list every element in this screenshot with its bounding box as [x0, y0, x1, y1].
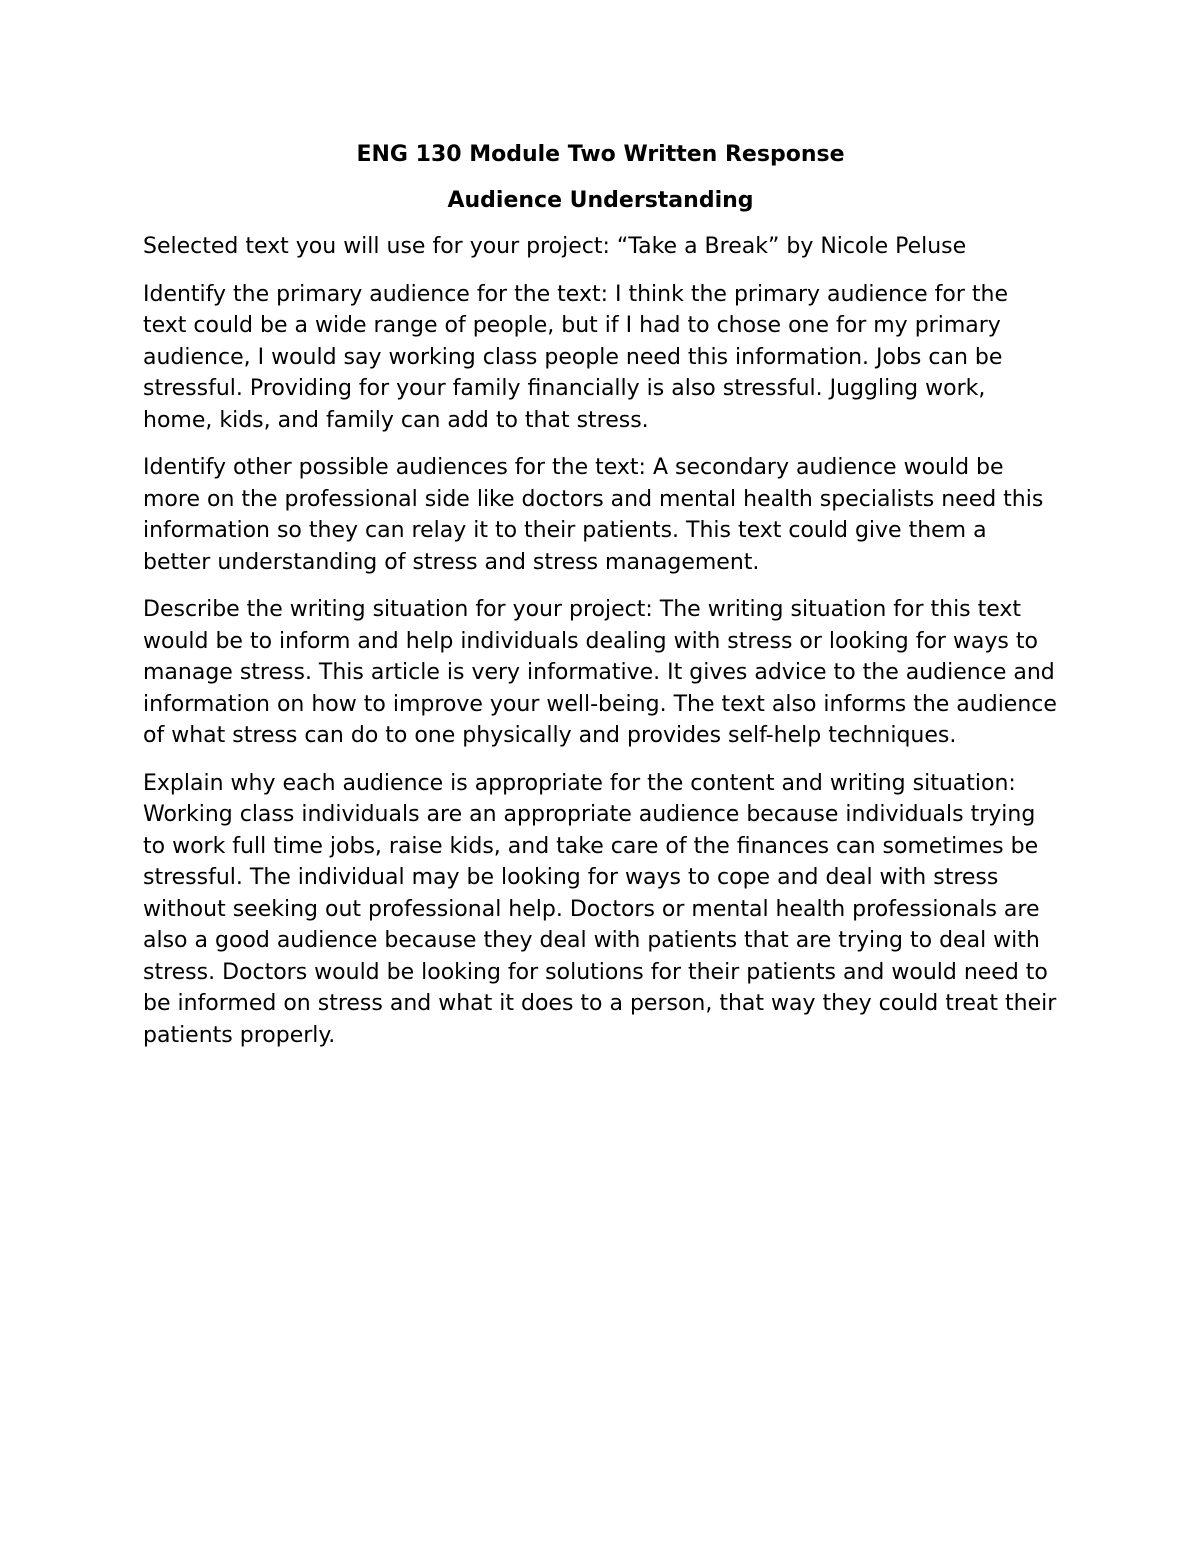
paragraph-audience-appropriateness: Explain why each audience is appropriate for the content and writing situation: Working class individuals are an appropriate audience because individuals trying to work full time jobs, raise kids, and take care of the finances can sometimes be stressful. The individual may be looking for ways to cope and deal with stress without seeking out professional help. Doctors or mental health professionals are also a good audience because they deal with patients that are trying to deal with stress. Doctors would be looking for solutions for their patients and would need to be informed on stress and what it does to a person, that way they could treat their patients properly. [143, 770, 1057, 1048]
document-body [143, 140, 1058, 1067]
paragraph-other-audiences: Identify other possible audiences for the text: A secondary audience would be more on the professional side like doctors and mental health specialists need this information so they can relay it to their patients. This text could give them a better understanding of stress and stress management. [143, 455, 1044, 575]
paragraph-primary-audience: Identify the primary audience for the text: I think the primary audience for the text could be a wide range of people, but if I had to chose one for my primary audience, I would say working class people need this information. Jobs can be stressful. Providing for your family financially is also stressful. Juggling work, home, kids, and family can add to that stress. [143, 281, 1008, 433]
paragraph-writing-situation: Describe the writing situation for your project: The writing situation for this text would be to inform and help individuals dealing with stress or looking for ways to manage stress. This article is very informative. It gives advice to the audience and information on how to improve your well-being. The text also informs the audience of what stress can do to one physically and provides self-help techniques. [143, 597, 1057, 748]
document-subtitle: Audience Understanding [447, 188, 754, 213]
paragraph-selected-text: Selected text you will use for your project: “Take a Break” by Nicole Peluse [143, 234, 967, 259]
document-title: ENG 130 Module Two Written Response [356, 142, 845, 167]
